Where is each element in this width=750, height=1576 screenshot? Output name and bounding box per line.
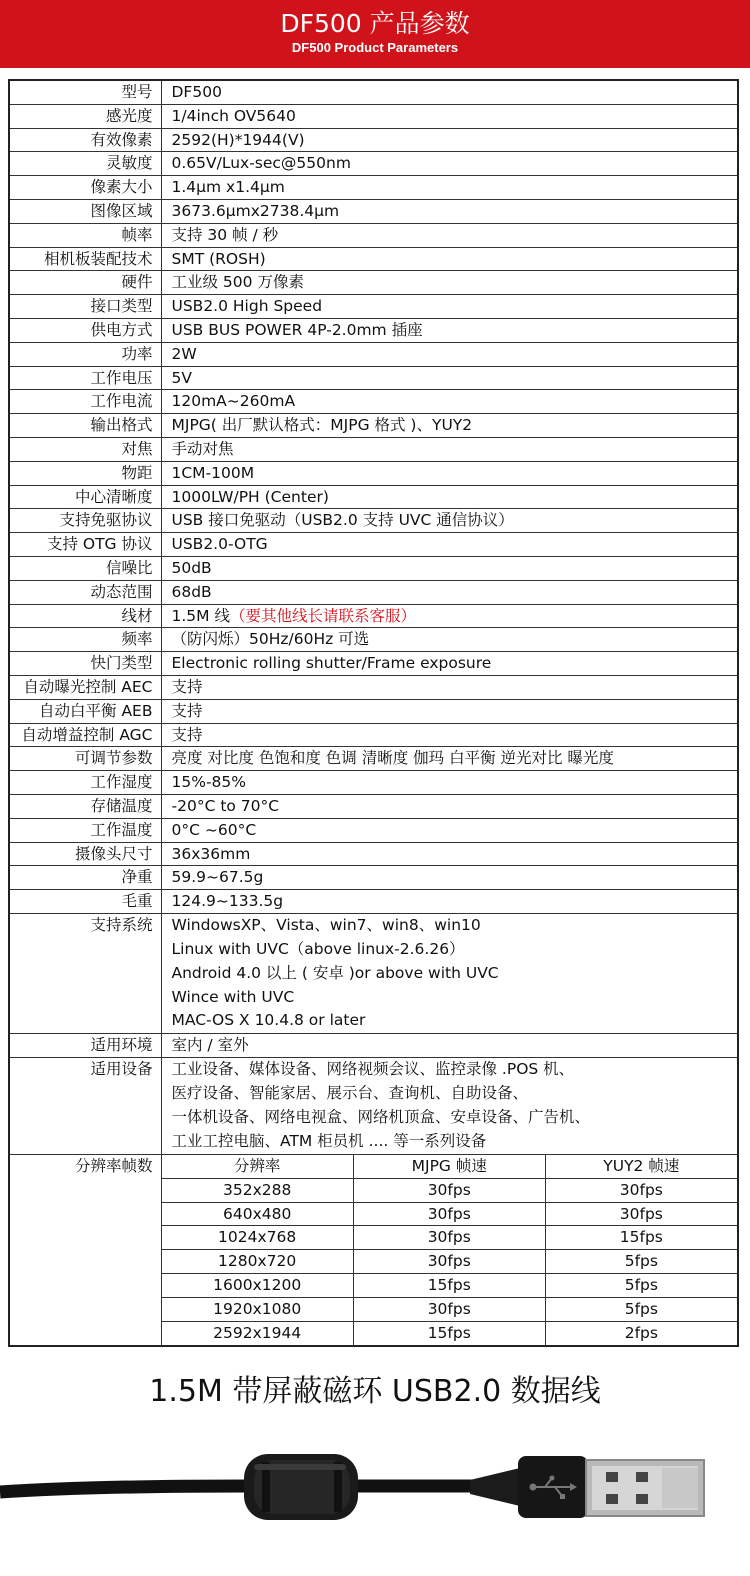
spec-label: 毛重	[9, 890, 161, 914]
spec-value: USB2.0-OTG	[161, 533, 738, 557]
resolution-cell-value: 2fps	[545, 1322, 737, 1345]
resolution-cell-value: 30fps	[353, 1226, 545, 1250]
resolution-header-cell: MJPG 帧速	[353, 1155, 545, 1178]
spec-value: USB BUS POWER 4P-2.0mm 插座	[161, 318, 738, 342]
header-banner	[0, 0, 750, 68]
spec-row	[9, 723, 738, 747]
spec-value: 支持	[161, 675, 738, 699]
spec-label: 工作电流	[9, 390, 161, 414]
spec-value: 支持	[161, 699, 738, 723]
spec-row	[9, 747, 738, 771]
spec-label: 频率	[9, 628, 161, 652]
spec-value: 1000LW/PH (Center)	[161, 485, 738, 509]
spec-value: 68dB	[161, 580, 738, 604]
spec-label: 物距	[9, 461, 161, 485]
spec-row	[9, 652, 738, 676]
spec-row	[9, 794, 738, 818]
spec-row	[9, 556, 738, 580]
spec-value: 1/4inch OV5640	[161, 104, 738, 128]
spec-row	[9, 342, 738, 366]
cable-caption: 1.5M 带屏蔽磁环 USB2.0 数据线	[149, 1374, 601, 1409]
spec-row	[9, 485, 738, 509]
spec-value: DF500	[161, 80, 738, 104]
spec-value: 5V	[161, 366, 738, 390]
resolution-cell-value: 640x480	[162, 1202, 354, 1226]
cable-cord	[0, 1486, 485, 1492]
spec-label: 信噪比	[9, 556, 161, 580]
spec-row	[9, 771, 738, 795]
spec-value: 2592(H)*1944(V)	[161, 128, 738, 152]
resolution-cell-value: 30fps	[353, 1202, 545, 1226]
resolution-row	[162, 1322, 738, 1345]
usb-cable-image	[0, 1440, 750, 1576]
resolution-cell-value: 30fps	[353, 1178, 545, 1202]
spec-value: -20°C to 70°C	[161, 794, 738, 818]
resolution-cell-value: 2592x1944	[162, 1322, 354, 1345]
spec-row	[9, 533, 738, 557]
spec-label: 支持 OTG 协议	[9, 533, 161, 557]
page-subtitle: DF500 Product Parameters	[291, 40, 459, 55]
resolution-row	[162, 1250, 738, 1274]
resolution-cell-value: 30fps	[353, 1298, 545, 1322]
spec-row	[9, 461, 738, 485]
spec-label: 接口类型	[9, 295, 161, 319]
spec-row	[9, 699, 738, 723]
spec-label: 感光度	[9, 104, 161, 128]
spec-row	[9, 818, 738, 842]
spec-value: （防闪烁）50Hz/60Hz 可选	[161, 628, 738, 652]
spec-label: 净重	[9, 866, 161, 890]
spec-table	[8, 79, 739, 1347]
spec-value: 2W	[161, 342, 738, 366]
spec-label: 线材	[9, 604, 161, 628]
spec-value: 亮度 对比度 色饱和度 色调 清晰度 伽玛 白平衡 逆光对比 曝光度	[161, 747, 738, 771]
spec-value-line: Wince with UVC	[171, 987, 295, 1006]
resolution-cell-value: 1920x1080	[162, 1298, 354, 1322]
spec-label: 型号	[9, 80, 161, 104]
spec-row	[9, 247, 738, 271]
spec-row	[9, 223, 738, 247]
spec-value: SMT (ROSH)	[161, 247, 738, 271]
spec-value-line: 一体机设备、网络电视盒、网络机顶盒、安卓设备、广告机、	[171, 1107, 591, 1126]
spec-label: 对焦	[9, 437, 161, 461]
spec-value: 3673.6μmx2738.4μm	[161, 199, 738, 223]
spec-label: 图像区域	[9, 199, 161, 223]
spec-value-line: 工业设备、媒体设备、网络视频会议、监控录像 .POS 机、	[171, 1060, 575, 1079]
spec-value	[161, 913, 738, 1033]
spec-value	[161, 604, 738, 628]
spec-table-wrapper	[8, 79, 739, 1347]
spec-value: 0°C ~60°C	[161, 818, 738, 842]
spec-label: 工作电压	[9, 366, 161, 390]
spec-row	[9, 675, 738, 699]
spec-label: 支持系统	[9, 913, 161, 1033]
resolution-header-cell: YUY2 帧速	[545, 1155, 737, 1178]
spec-row	[9, 866, 738, 890]
spec-label: 摄像头尺寸	[9, 842, 161, 866]
resolution-cell-value: 30fps	[545, 1178, 737, 1202]
ferrite-core	[244, 1454, 358, 1520]
spec-value: 36x36mm	[161, 842, 738, 866]
resolution-cell-value: 15fps	[353, 1322, 545, 1345]
spec-row	[9, 414, 738, 438]
resolution-cell-value: 5fps	[545, 1298, 737, 1322]
spec-label: 工作湿度	[9, 771, 161, 795]
spec-row	[9, 128, 738, 152]
spec-value-line: Android 4.0 以上 ( 安卓 )or above with UVC	[171, 963, 499, 982]
spec-label: 帧率	[9, 223, 161, 247]
spec-value: 支持 30 帧 / 秒	[161, 223, 738, 247]
spec-label: 中心清晰度	[9, 485, 161, 509]
spec-row-systems	[9, 913, 738, 1033]
spec-label: 自动曝光控制 AEC	[9, 675, 161, 699]
spec-value-line: 医疗设备、智能家居、展示台、查询机、自助设备、	[171, 1084, 529, 1103]
spec-row	[9, 390, 738, 414]
spec-row-resolution	[9, 1154, 738, 1346]
spec-value: 50dB	[161, 556, 738, 580]
spec-value: 工业级 500 万像素	[161, 271, 738, 295]
spec-label: 灵敏度	[9, 152, 161, 176]
spec-label: 可调节参数	[9, 747, 161, 771]
spec-row-devices	[9, 1058, 738, 1155]
spec-row-environment	[9, 1034, 738, 1058]
spec-value: Electronic rolling shutter/Frame exposure	[161, 652, 738, 676]
resolution-cell-value: 15fps	[545, 1226, 737, 1250]
resolution-cell-value: 30fps	[353, 1250, 545, 1274]
spec-label: 像素大小	[9, 176, 161, 200]
spec-value: 1.4μm x1.4μm	[161, 176, 738, 200]
page-title: DF500 产品参数	[280, 9, 470, 38]
spec-value: 支持	[161, 723, 738, 747]
spec-value: 室内 / 室外	[161, 1034, 738, 1058]
spec-label: 适用设备	[9, 1058, 161, 1155]
spec-label: 自动增益控制 AGC	[9, 723, 161, 747]
resolution-row	[162, 1178, 738, 1202]
resolution-cell-value: 5fps	[545, 1250, 737, 1274]
spec-label: 输出格式	[9, 414, 161, 438]
spec-value-line: WindowsXP、Vista、win7、win8、win10	[171, 915, 481, 934]
spec-value: 124.9~133.5g	[161, 890, 738, 914]
spec-row	[9, 104, 738, 128]
spec-row	[9, 295, 738, 319]
spec-row	[9, 199, 738, 223]
spec-label: 快门类型	[9, 652, 161, 676]
resolution-cell-value: 1024x768	[162, 1226, 354, 1250]
spec-label: 工作温度	[9, 818, 161, 842]
spec-row	[9, 80, 738, 104]
spec-value: MJPG( 出厂默认格式：MJPG 格式 )、YUY2	[161, 414, 738, 438]
resolution-cell-value: 5fps	[545, 1274, 737, 1298]
spec-value-line: Linux with UVC（above linux-2.6.26）	[171, 939, 465, 958]
spec-value: USB2.0 High Speed	[161, 295, 738, 319]
spec-row	[9, 366, 738, 390]
spec-row	[9, 271, 738, 295]
spec-value-line: 工业工控电脑、ATM 柜员机 .... 等一系列设备	[171, 1131, 487, 1150]
cable-length-value: 1.5M 线	[171, 606, 230, 625]
spec-value	[161, 1058, 738, 1155]
cable-contact-note: （要其他线长请联系客服）	[229, 606, 416, 625]
spec-label: 功率	[9, 342, 161, 366]
strain-relief	[470, 1468, 520, 1506]
spec-label: 存储温度	[9, 794, 161, 818]
spec-row	[9, 842, 738, 866]
spec-value: USB 接口免驱动（USB2.0 支持 UVC 通信协议）	[161, 509, 738, 533]
resolution-cell-value: 352x288	[162, 1178, 354, 1202]
spec-label: 分辨率帧数	[9, 1154, 161, 1346]
spec-value: 59.9~67.5g	[161, 866, 738, 890]
spec-label: 有效像素	[9, 128, 161, 152]
spec-label: 自动白平衡 AEB	[9, 699, 161, 723]
resolution-row	[162, 1202, 738, 1226]
spec-row	[9, 318, 738, 342]
spec-table-body	[9, 80, 738, 1346]
resolution-cell-value: 1280x720	[162, 1250, 354, 1274]
spec-row	[9, 890, 738, 914]
spec-label: 动态范围	[9, 580, 161, 604]
spec-row	[9, 437, 738, 461]
spec-row	[9, 509, 738, 533]
spec-value: 1CM-100M	[161, 461, 738, 485]
resolution-row	[162, 1298, 738, 1322]
resolution-header-row	[162, 1155, 738, 1178]
spec-label: 相机板装配技术	[9, 247, 161, 271]
resolution-row	[162, 1274, 738, 1298]
resolution-header-cell: 分辨率	[162, 1155, 354, 1178]
spec-row	[9, 176, 738, 200]
resolution-table	[162, 1155, 738, 1345]
spec-label: 硬件	[9, 271, 161, 295]
spec-row-cable	[9, 604, 738, 628]
spec-value: 0.65V/Lux-sec@550nm	[161, 152, 738, 176]
spec-value: 15%-85%	[161, 771, 738, 795]
resolution-cell-value: 30fps	[545, 1202, 737, 1226]
spec-value: 120mA~260mA	[161, 390, 738, 414]
resolution-cell-value: 15fps	[353, 1274, 545, 1298]
resolution-cell-value: 1600x1200	[162, 1274, 354, 1298]
spec-row	[9, 628, 738, 652]
spec-value-line: MAC-OS X 10.4.8 or later	[171, 1011, 366, 1030]
spec-label: 适用环境	[9, 1034, 161, 1058]
resolution-cell	[161, 1154, 738, 1346]
spec-row	[9, 580, 738, 604]
resolution-row	[162, 1226, 738, 1250]
spec-value: 手动对焦	[161, 437, 738, 461]
spec-label: 供电方式	[9, 318, 161, 342]
spec-label: 支持免驱协议	[9, 509, 161, 533]
spec-row	[9, 152, 738, 176]
